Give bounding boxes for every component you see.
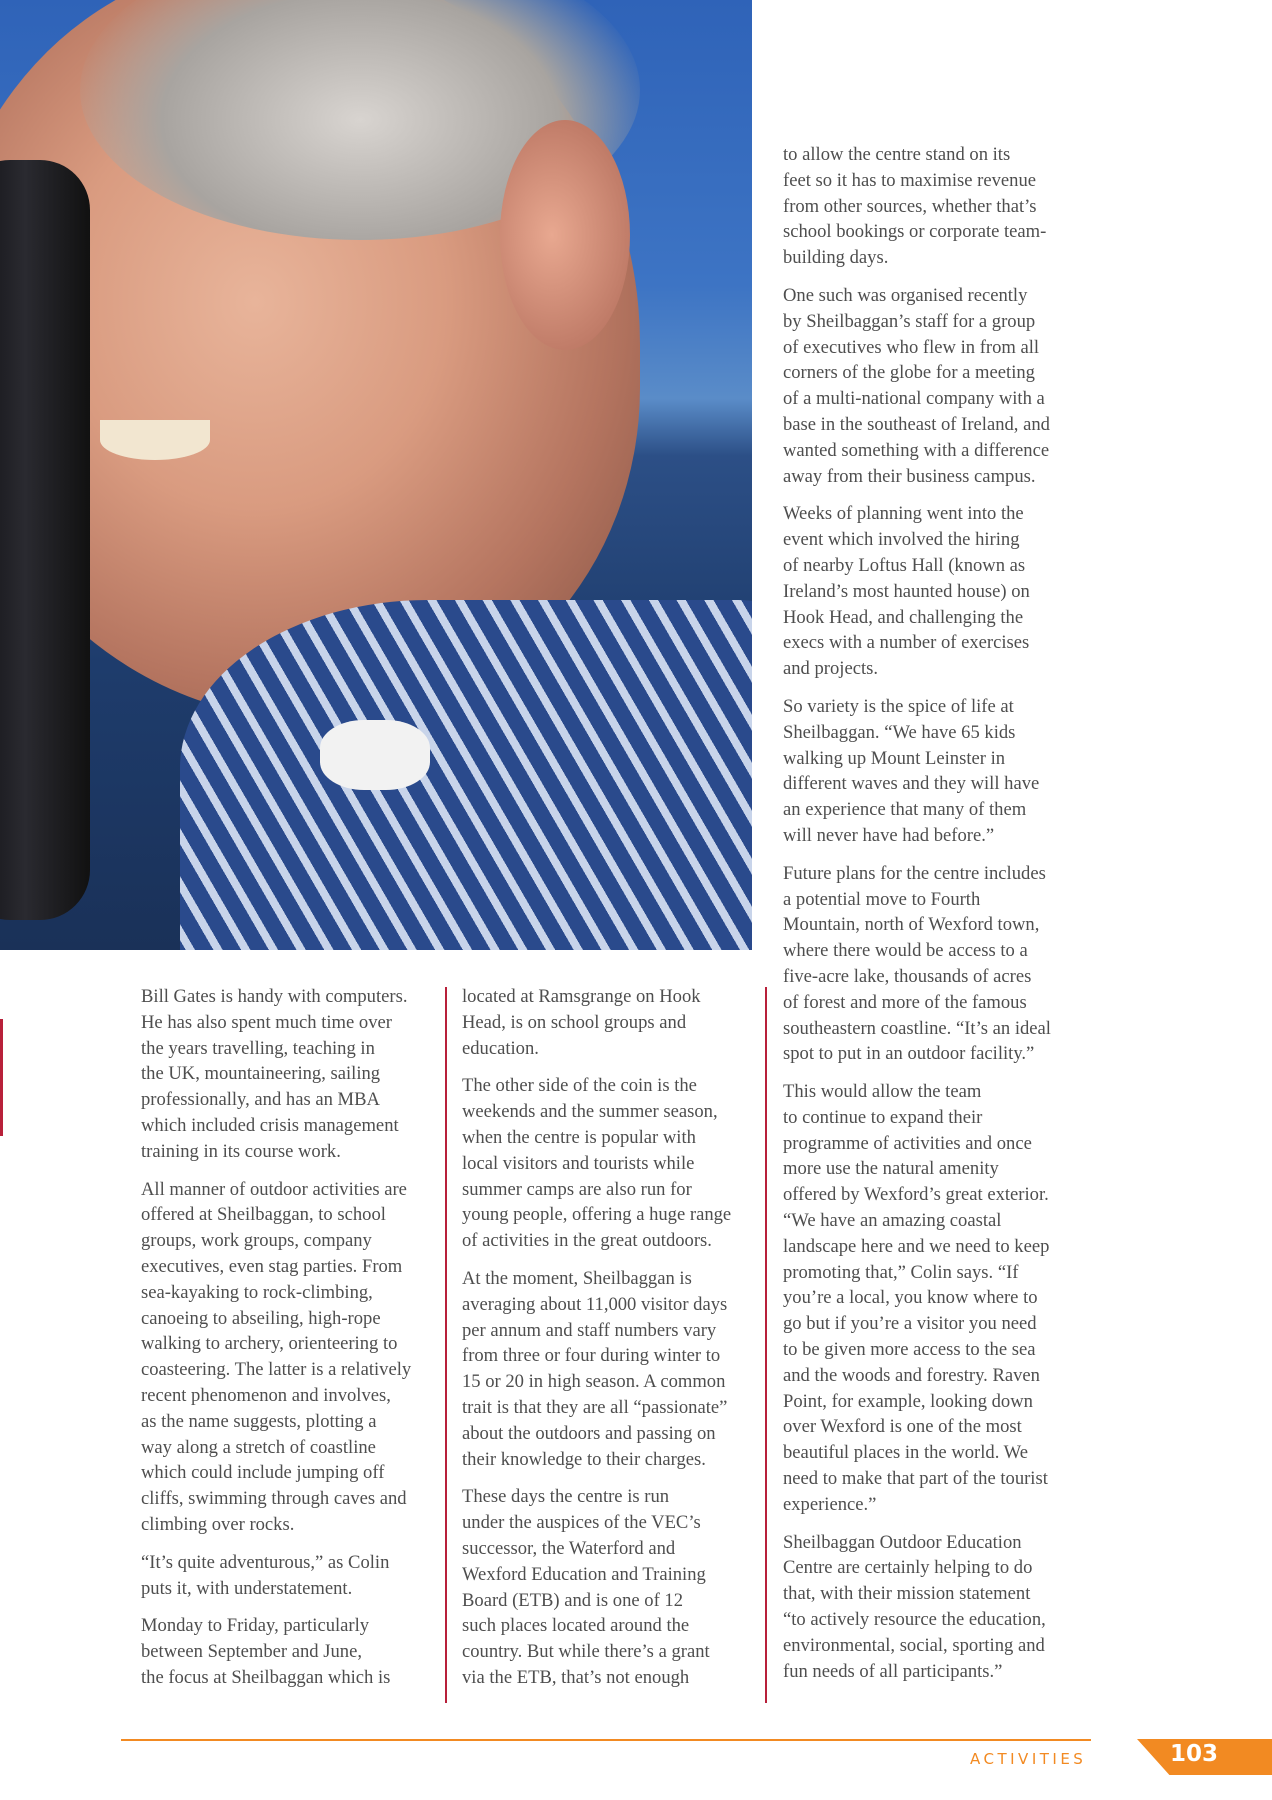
text-line: school bookings or corporate team- (783, 221, 1047, 243)
text-line: Ireland’s most haunted house) on (783, 580, 1030, 602)
paragraph (141, 984, 411, 1165)
text-line: local visitors and tourists while (462, 1152, 695, 1174)
text-line: summer camps are also run for (462, 1178, 692, 1200)
text-line: Hook Head, and challenging the (783, 606, 1024, 628)
text-line: about the outdoors and passing on (462, 1422, 716, 1444)
text-line: These days the centre is run (462, 1486, 670, 1508)
text-line: education. (462, 1037, 539, 1059)
text-line: Future plans for the centre includes (783, 862, 1046, 884)
text-line: spot to put in an outdoor facility.” (783, 1043, 1035, 1065)
text-line: recent phenomenon and involves, (141, 1384, 391, 1406)
text-line: more use the natural amenity (783, 1158, 999, 1180)
text-line: 15 or 20 in high season. A common (462, 1371, 726, 1393)
footer-rule (121, 1739, 1091, 1741)
text-line: Sheilbaggan. “We have 65 kids (783, 721, 1016, 743)
text-line: and projects. (783, 658, 879, 680)
paragraph (783, 1530, 1051, 1685)
text-line: by Sheilbaggan’s staff for a group (783, 310, 1036, 332)
text-line: beautiful places in the world. We (783, 1442, 1028, 1464)
text-line: where there would be access to a (783, 940, 1028, 962)
text-line: which could include jumping off (141, 1462, 385, 1484)
text-line: different waves and they will have (783, 773, 1040, 795)
paragraph (462, 984, 731, 1061)
text-line: Bill Gates is handy with computers. (141, 986, 408, 1007)
text-line: The other side of the coin is the (462, 1075, 697, 1097)
text-line: of forest and more of the famous (783, 991, 1027, 1013)
text-line: located at Ramsgrange on Hook (462, 986, 701, 1007)
text-line: to continue to expand their (783, 1106, 983, 1128)
text-line: to be given more access to the sea (783, 1339, 1036, 1361)
text-line: offered by Wexford’s great exterior. (783, 1184, 1049, 1206)
section-label: ACTIVITIES (970, 1750, 1087, 1768)
photo-collar (320, 720, 430, 790)
text-line: Weeks of planning went into the (783, 503, 1024, 525)
text-line: as the name suggests, plotting a (141, 1410, 377, 1432)
text-line: building days. (783, 247, 889, 269)
text-line: professionally, and has an MBA (141, 1089, 380, 1111)
text-line: climbing over rocks. (141, 1513, 295, 1535)
page-number: 103 (1170, 1741, 1219, 1767)
text-line: At the moment, Sheilbaggan is (462, 1267, 692, 1289)
paragraph (141, 1613, 411, 1690)
paragraph (783, 1079, 1051, 1518)
text-line: Point, for example, looking down (783, 1390, 1033, 1412)
text-line: when the centre is popular with (462, 1126, 696, 1148)
text-line: “It’s quite adventurous,” as Colin (141, 1551, 390, 1573)
text-line: of a multi-national company with a (783, 388, 1045, 410)
text-line: Monday to Friday, particularly (141, 1615, 370, 1637)
text-line: promoting that,” Colin says. “If (783, 1261, 1019, 1283)
margin-accent-bar (0, 1019, 3, 1136)
photo-smile (100, 420, 210, 460)
text-line: such places located around the (462, 1615, 690, 1637)
text-line: corners of the globe for a meeting (783, 362, 1035, 384)
text-line: base in the southeast of Ireland, and (783, 413, 1050, 435)
text-line: “We have an amazing coastal (783, 1210, 1002, 1232)
article-column-2 (462, 984, 731, 1703)
text-line: Mountain, north of Wexford town, (783, 914, 1040, 936)
text-line: from other sources, whether that’s (783, 195, 1037, 217)
text-line: This would allow the team (783, 1081, 982, 1103)
text-line: training in its course work. (141, 1140, 341, 1162)
text-line: execs with a number of exercises (783, 632, 1030, 654)
text-line: of executives who flew in from all (783, 336, 1040, 358)
text-line: the years travelling, teaching in (141, 1037, 375, 1059)
article-column-3 (783, 142, 1051, 1696)
text-line: that, with their mission statement (783, 1583, 1031, 1605)
text-line: sea-kayaking to rock-climbing, (141, 1281, 373, 1303)
text-line: from three or four during winter to (462, 1345, 721, 1367)
text-line: successor, the Waterford and (462, 1537, 676, 1559)
text-line: executives, even stag parties. From (141, 1255, 403, 1277)
text-line: of nearby Loftus Hall (known as (783, 554, 1026, 576)
text-line: walking up Mount Leinster in (783, 747, 1006, 769)
photo-ear (500, 120, 630, 350)
text-line: So variety is the spice of life at (783, 695, 1014, 717)
text-line: go but if you’re a visitor you need (783, 1313, 1037, 1335)
text-line: will never have had before.” (783, 824, 995, 846)
text-line: five-acre lake, thousands of acres (783, 965, 1032, 987)
photo-binoculars (0, 160, 90, 920)
text-line: All manner of outdoor activities are (141, 1178, 407, 1200)
text-line: feet so it has to maximise revenue (783, 169, 1037, 191)
text-line: walking to archery, orienteering to (141, 1333, 398, 1355)
text-line: Sheilbaggan Outdoor Education (783, 1531, 1022, 1553)
text-line: to allow the centre stand on its (783, 144, 1011, 165)
paragraph (783, 283, 1051, 489)
text-line: cliffs, swimming through caves and (141, 1488, 407, 1510)
text-line: Head, is on school groups and (462, 1011, 687, 1033)
paragraph (141, 1550, 411, 1602)
text-line: an experience that many of them (783, 799, 1027, 821)
text-line: programme of activities and once (783, 1132, 1032, 1154)
paragraph (783, 142, 1051, 271)
article-column-1 (141, 984, 411, 1703)
text-line: He has also spent much time over (141, 1011, 392, 1033)
paragraph (783, 501, 1051, 682)
text-line: per annum and staff numbers vary (462, 1319, 717, 1341)
paragraph (462, 1484, 731, 1690)
text-line: and the woods and forestry. Raven (783, 1364, 1040, 1386)
text-line: averaging about 11,000 visitor days (462, 1293, 728, 1315)
text-line: the UK, mountaineering, sailing (141, 1063, 381, 1085)
photo-striped-shirt (180, 600, 752, 950)
text-line: between September and June, (141, 1641, 362, 1663)
text-line: environmental, social, sporting and (783, 1634, 1045, 1656)
text-line: via the ETB, that’s not enough (462, 1666, 690, 1688)
text-line: you’re a local, you know where to (783, 1287, 1038, 1309)
text-line: need to make that part of the tourist (783, 1468, 1048, 1490)
text-line: young people, offering a huge range (462, 1204, 732, 1226)
text-line: Centre are certainly helping to do (783, 1557, 1033, 1579)
text-line: wanted something with a difference (783, 439, 1050, 461)
text-line: One such was organised recently (783, 284, 1028, 306)
column-divider (445, 987, 447, 1703)
text-line: their knowledge to their charges. (462, 1448, 706, 1470)
text-line: weekends and the summer season, (462, 1101, 718, 1123)
text-line: offered at Sheilbaggan, to school (141, 1204, 386, 1226)
text-line: of activities in the great outdoors. (462, 1230, 712, 1252)
text-line: experience.” (783, 1493, 877, 1515)
text-line: “to actively resource the education, (783, 1609, 1046, 1631)
text-line: the focus at Sheilbaggan which is (141, 1666, 391, 1688)
text-line: Wexford Education and Training (462, 1563, 706, 1585)
text-line: landscape here and we need to keep (783, 1235, 1050, 1257)
paragraph (462, 1266, 731, 1472)
text-line: away from their business campus. (783, 465, 1036, 487)
portrait-photo (0, 0, 752, 950)
paragraph (783, 694, 1051, 849)
text-line: under the auspices of the VEC’s (462, 1512, 701, 1534)
text-line: groups, work groups, company (141, 1230, 372, 1252)
text-line: a potential move to Fourth (783, 888, 981, 910)
paragraph (783, 861, 1051, 1067)
text-line: trait is that they are all “passionate” (462, 1396, 728, 1418)
paragraph (462, 1073, 731, 1254)
text-line: fun needs of all participants.” (783, 1660, 1003, 1682)
text-line: southeastern coastline. “It’s an ideal (783, 1017, 1051, 1039)
paragraph (141, 1177, 411, 1538)
text-line: way along a stretch of coastline (141, 1436, 376, 1458)
text-line: coasteering. The latter is a relatively (141, 1359, 412, 1381)
text-line: event which involved the hiring (783, 529, 1020, 551)
text-line: country. But while there’s a grant (462, 1641, 710, 1663)
text-line: over Wexford is one of the most (783, 1416, 1022, 1438)
column-divider (765, 987, 767, 1703)
text-line: canoeing to abseiling, high-rope (141, 1307, 381, 1329)
text-line: puts it, with understatement. (141, 1577, 353, 1599)
text-line: which included crisis management (141, 1114, 399, 1136)
text-line: Board (ETB) and is one of 12 (462, 1589, 684, 1611)
